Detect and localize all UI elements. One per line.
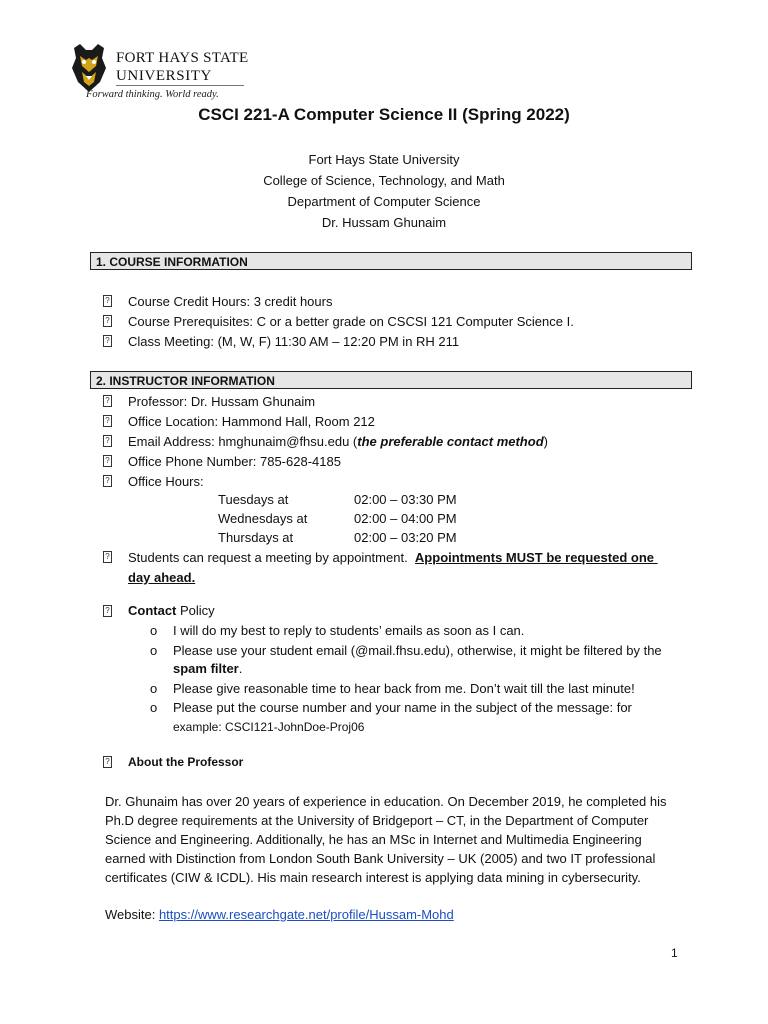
appointment-requirement: Appointments MUST be requested one <box>414 550 654 565</box>
section-heading-label: 1. COURSE INFORMATION <box>96 255 248 269</box>
office-hours-time: 02:00 – 03:20 PM <box>354 530 457 545</box>
bullet-icon: ? <box>103 315 112 327</box>
email-suffix: ) <box>543 434 548 449</box>
website-link[interactable]: https://www.researchgate.net/profile/Hussam-Mohd <box>158 907 454 922</box>
bullet-icon: ? <box>103 475 112 487</box>
office-location: Office Location: Hammond Hall, Room 212 <box>128 414 375 429</box>
page-title: CSCI 221-A Computer Science II (Spring 2022) <box>198 105 570 124</box>
bullet-icon: ? <box>103 335 112 347</box>
header-university: Fort Hays State University <box>308 152 460 167</box>
appointment-note <box>128 550 658 565</box>
office-hours-day: Tuesdays at <box>218 492 289 507</box>
website-line <box>105 907 454 922</box>
header-college: College of Science, Technology, and Math <box>263 173 505 188</box>
appointment-note-cont <box>128 570 195 585</box>
prerequisites: Course Prerequisites: C or a better grade on CSCSI 121 Computer Science I. <box>128 314 574 329</box>
contact-policy-heading <box>128 603 215 618</box>
office-hours-time: 02:00 – 04:00 PM <box>354 511 457 526</box>
about-paragraph-line: Dr. Ghunaim has over 20 years of experience in education. On December 2019, he completed his <box>105 794 667 809</box>
email-prefix: Email Address: hmghunaim@fhsu.edu ( <box>128 434 358 449</box>
email-emphasis: the preferable contact method <box>357 434 544 449</box>
website-label: Website: <box>105 907 159 922</box>
sub-bullet-marker: o <box>150 623 158 638</box>
header-instructor: Dr. Hussam Ghunaim <box>321 215 447 230</box>
bullet-icon: ? <box>103 756 112 768</box>
sub-bullet-marker: o <box>150 643 158 658</box>
professor-name: Professor: Dr. Hussam Ghunaim <box>128 394 316 409</box>
section-heading-label: 2. INSTRUCTOR INFORMATION <box>96 374 275 388</box>
appointment-prefix: Students can request a meeting by appointment. <box>128 550 408 565</box>
bullet-icon: ? <box>103 435 112 447</box>
header-department: Department of Computer Science <box>287 194 481 209</box>
email-address <box>128 434 548 449</box>
logo-line-1: FORT HAYS STATE <box>116 50 249 66</box>
bullet-icon: ? <box>103 395 112 407</box>
tiger-mascot-icon <box>66 42 112 96</box>
office-phone: Office Phone Number: 785-628-4185 <box>128 454 341 469</box>
section-heading-course-info <box>90 252 692 270</box>
class-meeting: Class Meeting: (M, W, F) 11:30 AM – 12:20 PM in RH 211 <box>128 334 460 349</box>
contact-item-subject: Please put the course number and your name in the subject of the message: for <box>173 700 632 715</box>
logo-tagline: Forward thinking. World ready. <box>86 89 219 100</box>
about-paragraph-line: certificates (CIW & ICDL). His main research interest is applying data mining in cybersecurity. <box>105 870 641 885</box>
contact-rest: Policy <box>176 603 215 618</box>
office-hours-label: Office Hours: <box>128 474 204 489</box>
contact-item-student-email: Please use your student email (@mail.fhsu.edu), otherwise, it might be filtered by the <box>173 643 662 658</box>
contact-bold: Contact <box>128 603 177 618</box>
logo-divider <box>116 85 244 86</box>
page-number: 1 <box>671 946 678 960</box>
contact-item-reply: I will do my best to reply to students’ emails as soon as I can. <box>173 623 525 638</box>
contact-item-spam-filter: spam filter. <box>173 661 243 676</box>
bullet-icon: ? <box>103 455 112 467</box>
university-logo <box>66 42 256 102</box>
bullet-icon: ? <box>103 551 112 563</box>
about-paragraph-line: earned with Distinction from London South Bank University – UK (2005) and two IT professional <box>105 851 656 866</box>
spam-filter-bold: spam filter <box>173 661 239 676</box>
office-hours-day: Thursdays at <box>218 530 294 545</box>
bullet-icon: ? <box>103 295 112 307</box>
bullet-icon: ? <box>103 415 112 427</box>
office-hours-time: 02:00 – 03:30 PM <box>354 492 457 507</box>
logo-line-2: UNIVERSITY <box>116 68 212 84</box>
about-paragraph-line: Ph.D degree requirements at the University of Bridgeport – CT, in the Department of Computer <box>105 813 649 828</box>
about-paragraph-line: Science and Engineering. Additionally, he has an MSc in Internet and Multimedia Engineering <box>105 832 642 847</box>
office-hours-day: Wednesdays at <box>218 511 308 526</box>
credit-hours: Course Credit Hours: 3 credit hours <box>128 294 333 309</box>
bullet-icon: ? <box>103 605 112 617</box>
contact-item-example: example: CSCI121-JohnDoe-Proj06 <box>173 720 365 734</box>
about-heading: About the Professor <box>128 755 244 769</box>
contact-item-reasonable-time: Please give reasonable time to hear back from me. Don’t wait till the last minute! <box>173 681 635 696</box>
appointment-requirement-cont: day ahead. <box>128 570 196 585</box>
section-heading-instructor-info <box>90 371 692 389</box>
sub-bullet-marker: o <box>150 681 158 696</box>
sub-bullet-marker: o <box>150 700 158 715</box>
